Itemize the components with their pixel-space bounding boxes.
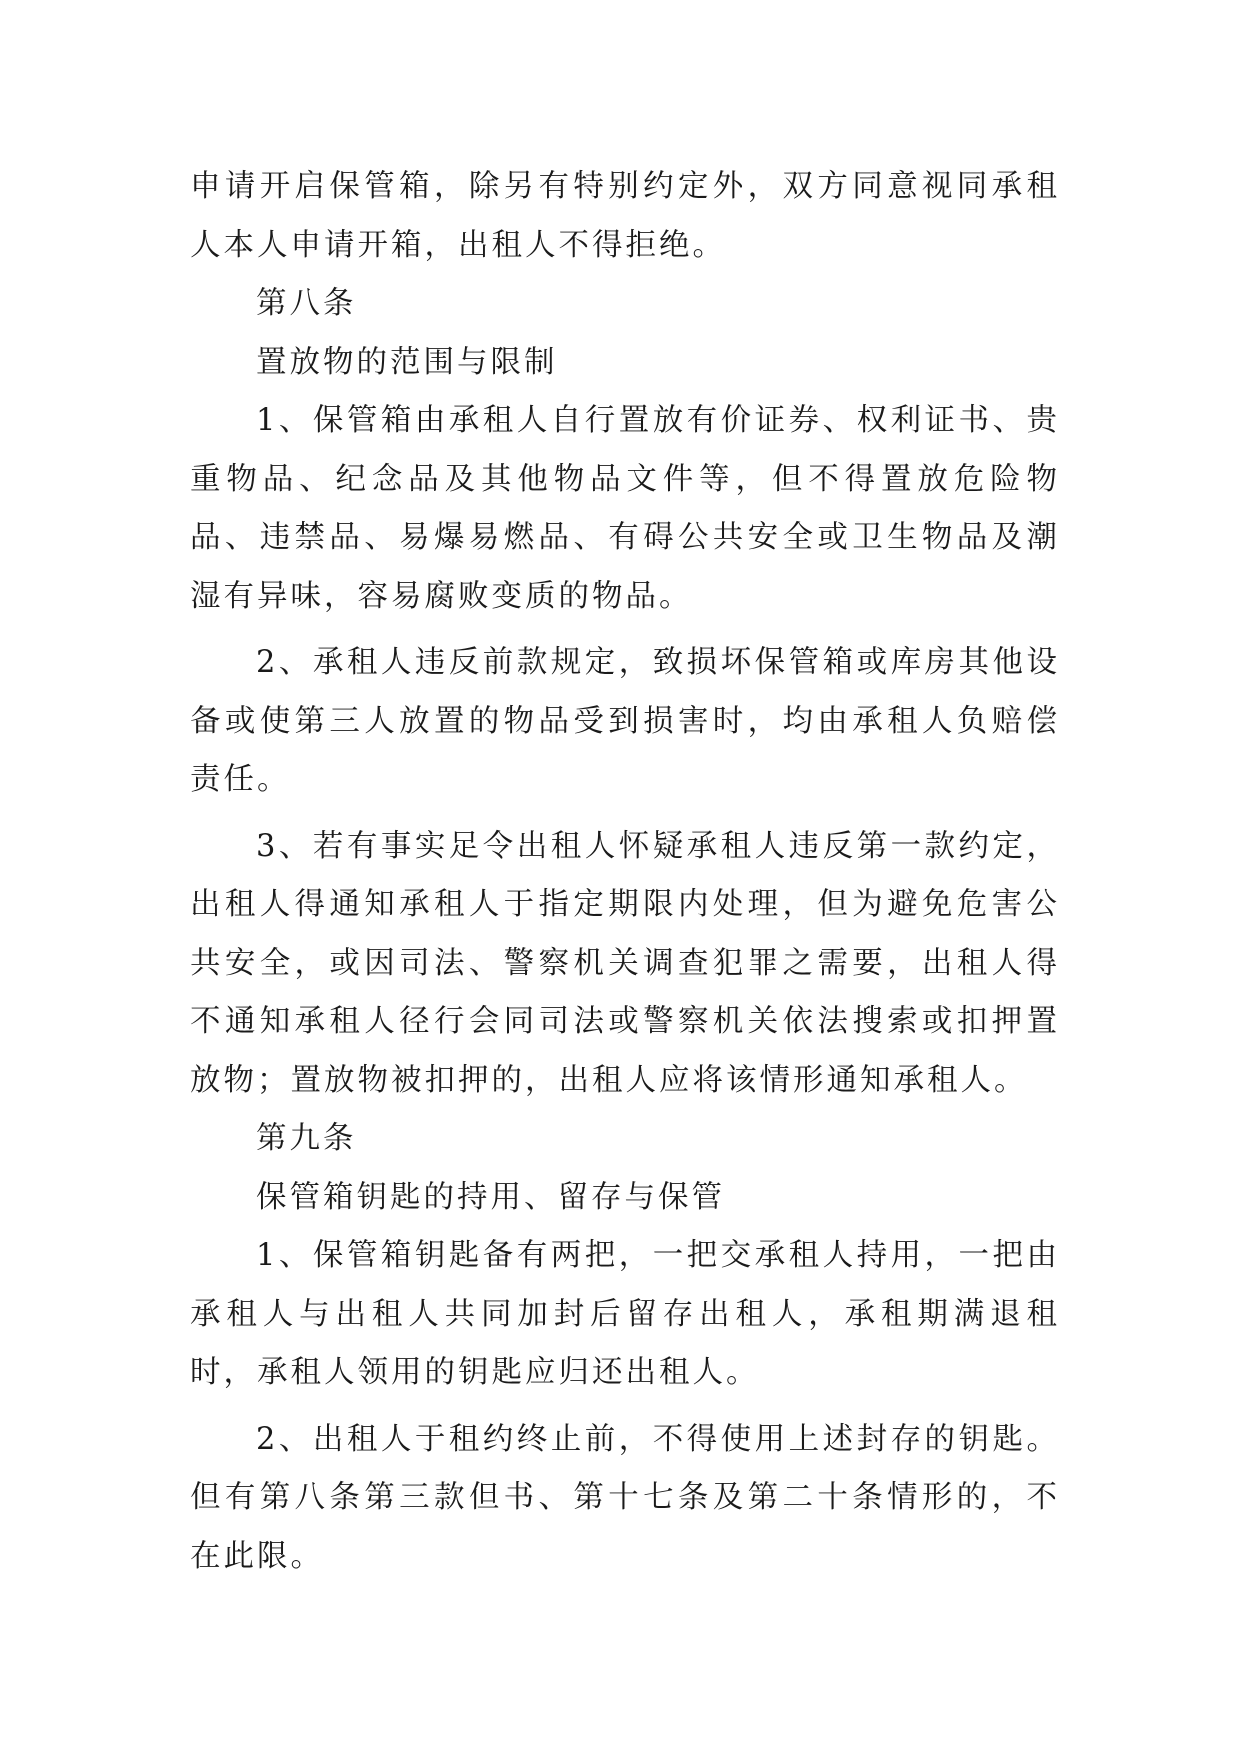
- article-9-title: 保管箱钥匙的持用、留存与保管: [256, 1179, 725, 1215]
- article-9-clause-1: 1、保管箱钥匙备有两把，一把交承租人持用，一把由承租人与出租人共同加封后留存出租人，承租期满退租时，承租人领用的钥匙应归还出租人。: [190, 1238, 1060, 1390]
- paragraph-gap: [190, 810, 1060, 818]
- article-9-number: 第九条: [256, 1121, 357, 1156]
- article-8-title: 置放物的范围与限制: [256, 344, 558, 380]
- article-8-clause-2: 2、承租人违反前款规定，致损坏保管箱或库房其他设备或使第三人放置的物品受到损害时，均由承租人负赔偿责任。: [190, 645, 1060, 797]
- paragraph-gap: [190, 626, 1060, 634]
- paragraph-continued: 申请开启保管箱，除另有特别约定外，双方同意视同承租人本人申请开箱，出租人不得拒绝。: [190, 169, 1060, 263]
- paragraph-gap: [190, 1403, 1060, 1411]
- article-8-clause-1: 1、保管箱由承租人自行置放有价证券、权利证书、贵重物品、纪念品及其他物品文件等，但不得置放危险物品、违禁品、易爆易燃品、有碍公共安全或卫生物品及潮湿有异味，容易腐败变质的物品。: [190, 403, 1060, 614]
- article-9-clause-2: 2、出租人于租约终止前，不得使用上述封存的钥匙。但有第八条第三款但书、第十七条及第二十条情形的，不在此限。: [190, 1421, 1060, 1574]
- article-8-number: 第八条: [256, 286, 357, 321]
- document-body: [190, 158, 1060, 1586]
- article-8-clause-3: 3、若有事实足令出租人怀疑承租人违反第一款约定，出租人得通知承租人于指定期限内处理，但为避免危害公共安全，或因司法、警察机关调查犯罪之需要，出租人得不通知承租人径行会同司法或警察机关依法搜索或扣押置放物；置放物被扣押的，出租人应将该情形通知承租人。: [190, 828, 1060, 1098]
